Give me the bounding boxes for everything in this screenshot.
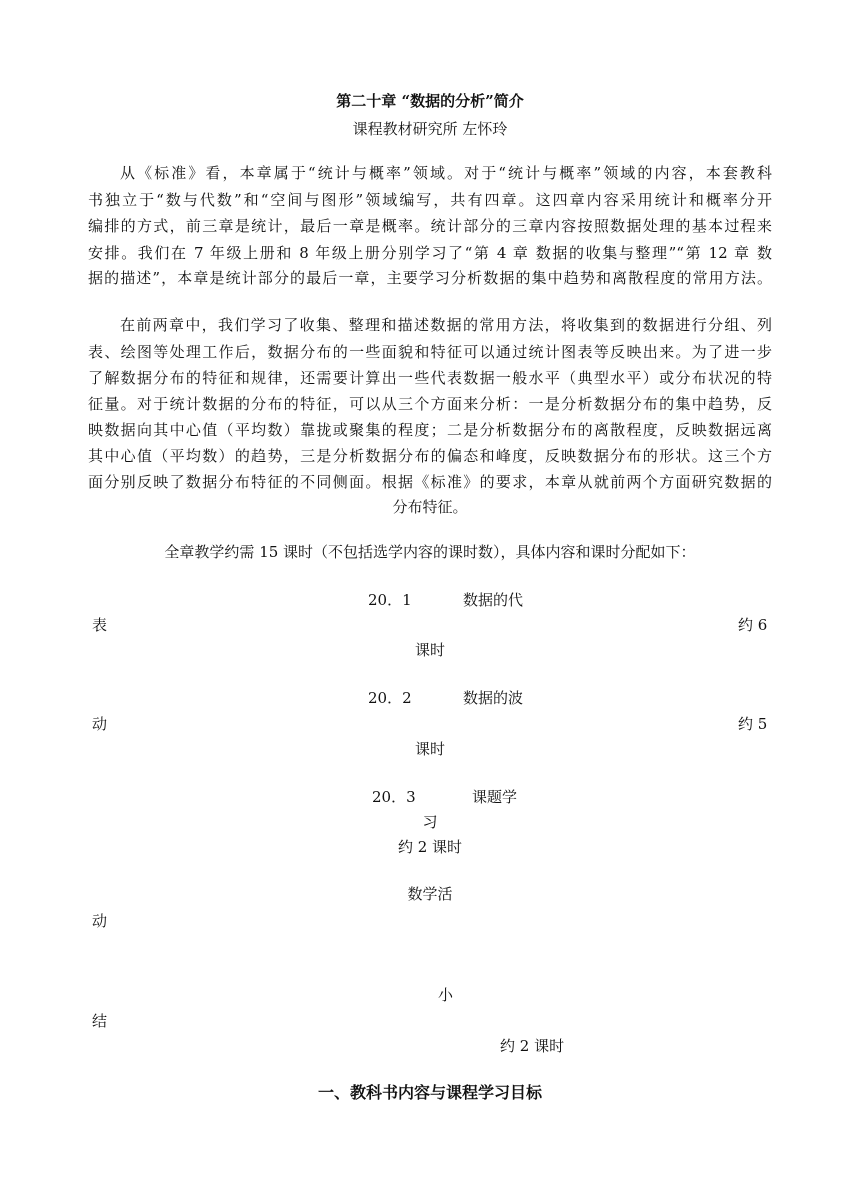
paragraph-2-line-3: 了解数据分布的特征和规律，还需要计算出一些代表数据一般水平（典型水平）或分布状况的特 [88,369,772,387]
section-20-3-name: 课题学 [472,788,518,806]
summary-hours: 约 2 课时 [500,1037,565,1055]
paragraph-1-line-4: 安排。我们在 7 年级上册和 8 年级上册分别学习了“第 4 章 数据的收集与整理”“第 12 章 数 [88,244,772,262]
math-activity-name: 数学活 [407,885,453,903]
section-20-2-name-cont: 动 [92,715,108,733]
paragraph-1-line-1: 从《标准》看，本章属于“统计与概率”领域。对于“统计与概率”领域的内容，本套教科 [120,164,772,182]
section-20-2-name: 数据的波 [463,689,524,707]
section-heading: 一、教科书内容与课程学习目标 [317,1083,542,1102]
paragraph-1-line-2: 书独立于“数与代数”和“空间与图形”领域编写，共有四章。这四章内容采用统计和概率分开 [88,191,772,209]
paragraph-2-line-7: 面分别反映了数据分布特征的不同侧面。根据《标准》的要求，本章从就前两个方面研究数据的 [88,473,772,491]
paragraph-2-line-4: 征量。对于统计数据的分布的特征，可以从三个方面来分析：一是分析数据分布的集中趋势，反 [88,395,772,413]
section-20-2-hours: 约 5 [738,715,768,733]
paragraph-2-line-2: 表、绘图等处理工作后，数据分布的一些面貌和特征可以通过统计图表等反映出来。为了进一步 [88,343,772,361]
paragraph-2-line-1: 在前两章中，我们学习了收集、整理和描述数据的常用方法，将收集到的数据进行分组、列 [120,316,772,334]
section-20-1-hours-cont: 课时 [414,641,445,659]
section-20-2-hours-cont: 课时 [414,740,445,758]
section-20-1-hours: 约 6 [738,616,768,634]
section-20-2-number: 20．2 [368,689,412,707]
author-line: 课程教材研究所 左怀玲 [352,120,508,138]
summary-name: 小 [438,986,454,1004]
summary-name-cont: 结 [92,1012,108,1030]
section-20-1-name-cont: 表 [92,616,108,634]
section-20-1-number: 20．1 [368,591,412,609]
section-20-3-number: 20．3 [372,788,416,806]
section-20-3-hours: 约 2 课时 [397,838,463,856]
paragraph-2-line-6: 其中心值（平均数）的趋势，三是分析数据分布的偏态和峰度，反映数据分布的形状。这三个方 [88,447,772,465]
section-20-1-name: 数据的代 [463,591,524,609]
paragraph-2-line-5: 映数据向其中心值（平均数）靠拢或聚集的程度；二是分析数据分布的离散程度，反映数据远离 [88,421,772,439]
math-activity-name-cont: 动 [92,912,108,930]
paragraph-2-line-8: 分布特征。 [392,498,468,516]
page-title: 第二十章 “数据的分析”简介 [336,92,524,110]
paragraph-1-line-3: 编排的方式，前三章是统计，最后一章是概率。统计部分的三章内容按照数据处理的基本过程来 [88,217,772,235]
paragraph-3: 全章教学约需 15 课时（不包括选学内容的课时数），具体内容和课时分配如下： [164,543,696,561]
paragraph-1-line-5: 据的描述”，本章是统计部分的最后一章，主要学习分析数据的集中趋势和离散程度的常用方法。 [88,269,772,287]
section-20-3-name-cont: 习 [422,813,438,831]
